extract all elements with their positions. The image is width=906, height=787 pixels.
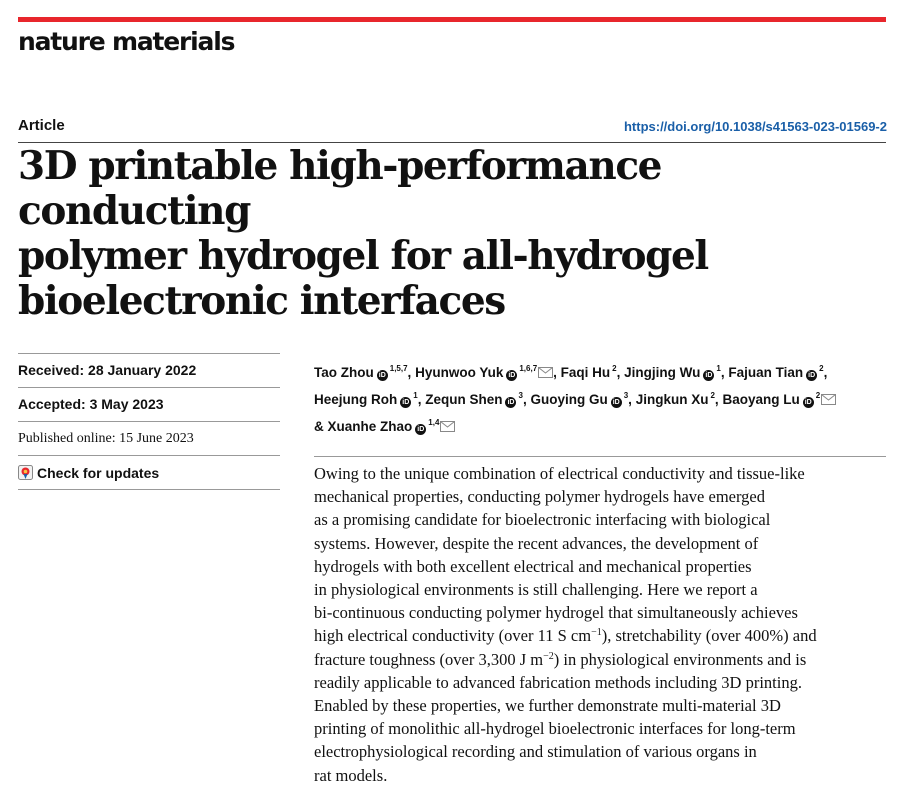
orcid-icon[interactable]: iD [402, 399, 410, 406]
abstract-line: hydrogels with both excellent electrical and mechanical properties [314, 556, 752, 576]
orcid-icon[interactable]: iD [507, 399, 515, 406]
orcid-icon[interactable]: iD [508, 372, 516, 379]
affiliation-number: 2 [819, 364, 824, 373]
email-icon[interactable] [538, 363, 553, 385]
article-type-label: Article [18, 117, 65, 134]
affiliation-number: 1,5,7 [389, 364, 408, 373]
author-name[interactable]: Jingjing Wu iD$^1$, [624, 364, 725, 380]
article-title [18, 144, 888, 324]
author-name-text: Fajuan Tian [728, 365, 804, 380]
affiliation-number: 1,6,7 [519, 364, 538, 373]
author-name[interactable]: Fajuan Tian iD$^2$, [728, 364, 828, 380]
author-list [314, 358, 894, 439]
author-name[interactable]: Tao Zhou iD$^{1,5,7}$, [314, 364, 412, 380]
superscript: −1 [591, 627, 602, 639]
title-line: bioelectronic interfaces [18, 278, 505, 324]
received-label: Received: [18, 362, 85, 378]
affiliation-number: 1 [716, 364, 721, 373]
affiliation-number: 2 [815, 391, 821, 400]
abstract-line [314, 624, 886, 647]
author-name-text: Jingjing Wu [624, 365, 701, 380]
author-name-text: & Xuanhe Zhao [314, 419, 413, 434]
accepted-label: Accepted: [18, 396, 86, 412]
abstract [314, 462, 886, 787]
author-name-text: Heejung Roh [314, 392, 398, 407]
journal-accent-bar [18, 17, 886, 22]
abstract-line: as a promising candidate for bioelectronic interfacing with biological [314, 510, 771, 530]
affiliation-number: 1 [413, 391, 418, 400]
abstract-text: ) in physiological environments and is [553, 649, 807, 669]
article-dates-panel [18, 353, 280, 490]
abstract-line: bi-continuous conducting polymer hydrogel that simultaneously achieves [314, 603, 798, 623]
orcid-icon[interactable]: iD [417, 426, 425, 433]
journal-logo[interactable]: nature materials [18, 27, 235, 56]
author-name-text: Jingkun Xu [635, 392, 709, 407]
author-name[interactable]: Guoying Gu iD$^3$, [530, 391, 632, 407]
superscript: −2 [543, 650, 554, 662]
affiliation-number: 3 [518, 391, 523, 400]
orcid-icon[interactable]: iD [808, 372, 816, 379]
affiliation-number: 2 [710, 391, 715, 400]
author-name[interactable]: Faqi Hu $^2$, [560, 364, 621, 380]
author-name[interactable]: Zequn Shen iD$^3$, [425, 391, 527, 407]
orcid-icon[interactable]: iD [705, 372, 713, 379]
author-name[interactable]: Jingkun Xu $^2$, [635, 391, 719, 407]
abstract-line: Enabled by these properties, we further demonstrate multi-material 3D [314, 696, 781, 716]
author-name[interactable] [722, 392, 836, 407]
abstract-line: systems. However, despite the recent advances, the development of [314, 533, 759, 553]
author-name-text: Baoyang Lu [722, 392, 800, 407]
check-for-updates-label: Check for updates [37, 464, 160, 481]
affiliation-number: 1,4 [428, 418, 440, 427]
author-name[interactable]: Heejung Roh iD$^1$, [314, 391, 422, 407]
title-line: 3D printable high-performance conducting [18, 143, 662, 234]
published-date: Published online: 15 June 2023 [18, 431, 194, 446]
abstract-line: printing of monolithic all-hydrogel bioelectronic interfaces for long-term [314, 719, 796, 739]
orcid-icon[interactable]: iD [612, 399, 620, 406]
abstract-line: readily applicable to advanced fabrication methods including 3D printing. [314, 672, 802, 692]
abstract-line: mechanical properties, conducting polymer hydrogels have emerged [314, 487, 765, 507]
check-for-updates-button[interactable] [18, 456, 280, 489]
author-name-text: Faqi Hu [560, 365, 611, 380]
accepted-value: 3 May 2023 [89, 396, 164, 412]
email-icon[interactable] [440, 417, 455, 439]
accepted-date [18, 388, 280, 421]
doi-link[interactable]: https://doi.org/10.1038/s41563-023-01569-2 [623, 119, 887, 134]
crossmark-icon [18, 465, 33, 480]
abstract-line: in physiological environments is still challenging. Here we report a [314, 580, 758, 600]
abstract-text: ), stretchability (over 400%) and [601, 626, 817, 646]
divider [18, 489, 280, 490]
author-name-text: Hyunwoo Yuk [415, 365, 504, 380]
abstract-line: electrophysiological recording and stimulation of various organs in [314, 742, 757, 762]
abstract-line [314, 648, 886, 671]
author-name[interactable]: Hyunwoo Yuk iD$^{1,6,7}$ , [415, 365, 557, 380]
orcid-icon[interactable]: iD [804, 399, 812, 406]
title-line: polymer hydrogel for all-hydrogel [18, 233, 708, 279]
abstract-line: Owing to the unique combination of electrical conductivity and tissue-like [314, 464, 805, 483]
affiliation-number: 3 [623, 391, 629, 400]
email-icon[interactable] [821, 390, 836, 412]
abstract-text: fracture toughness (over 3,300 J m [314, 649, 544, 669]
author-name[interactable] [314, 419, 455, 434]
received-value: 28 January 2022 [88, 362, 197, 378]
abstract-line: rat models. [314, 765, 388, 785]
affiliation-number: 2 [612, 364, 617, 373]
received-date [18, 354, 280, 387]
author-name-text: Zequn Shen [425, 392, 503, 407]
author-name-text: Guoying Gu [530, 392, 608, 407]
orcid-icon[interactable]: iD [378, 372, 386, 379]
author-name-text: Tao Zhou [314, 365, 374, 380]
abstract-divider [314, 456, 886, 457]
abstract-text: high electrical conductivity (over 11 S cm [314, 626, 592, 646]
